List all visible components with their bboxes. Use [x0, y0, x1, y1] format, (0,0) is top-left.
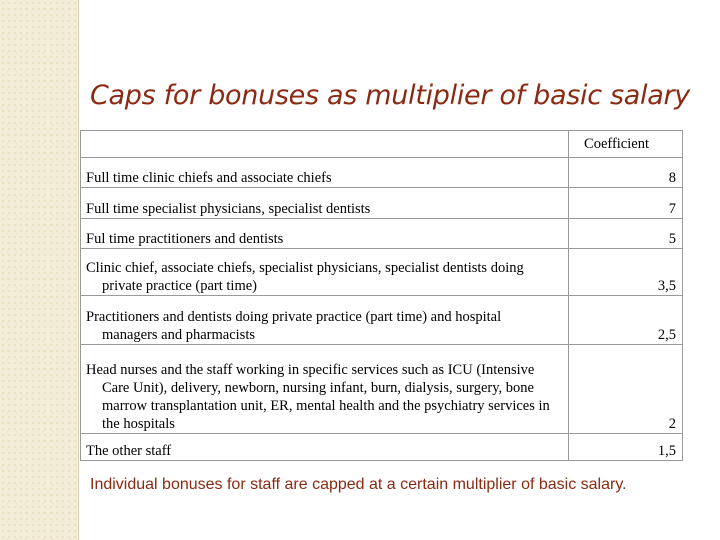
- row-coefficient: 7: [569, 188, 683, 219]
- row-label: Head nurses and the staff working in specific services such as ICU (Intensive Care Unit), delivery, newborn, nursing infant, burn, dialysis, surgery, bone marrow transplantation unit, ER, mental health and the psychiatry services in the hospitals: [86, 362, 550, 432]
- row-coefficient: 2,5: [569, 296, 683, 345]
- row-coefficient: 3,5: [569, 249, 683, 296]
- row-label: The other staff: [86, 443, 172, 459]
- side-band-divider: [78, 0, 79, 540]
- table-row: [81, 158, 683, 188]
- table-row: [81, 219, 683, 249]
- footnote-text: Individual bonuses for staff are capped at a certain multiplier of basic salary.: [90, 476, 627, 493]
- table-row: [81, 296, 683, 345]
- header-label-cell: [81, 131, 569, 158]
- row-label: Full time clinic chiefs and associate chiefs: [86, 170, 332, 186]
- decorative-side-band: [0, 0, 78, 540]
- slide-title: Caps for bonuses as multiplier of basic salary: [90, 80, 690, 111]
- bonus-caps-table: [80, 130, 683, 461]
- row-coefficient: 2: [569, 345, 683, 434]
- row-coefficient: 8: [569, 158, 683, 188]
- table-row: [81, 188, 683, 219]
- row-label: Ful time practitioners and dentists: [86, 231, 284, 247]
- row-label: Clinic chief, associate chiefs, specialist physicians, specialist dentists doing private practice (part time): [86, 260, 524, 294]
- row-label: Full time specialist physicians, specialist dentists: [86, 201, 371, 217]
- row-label: Practitioners and dentists doing private practice (part time) and hospital managers and pharmacists: [86, 309, 502, 343]
- header-coefficient-cell: Coefficient: [569, 131, 683, 158]
- table-header-row: [81, 131, 683, 158]
- row-coefficient: 5: [569, 219, 683, 249]
- table-row: [81, 249, 683, 296]
- table-row: [81, 345, 683, 434]
- row-coefficient: 1,5: [569, 434, 683, 461]
- table-row: [81, 434, 683, 461]
